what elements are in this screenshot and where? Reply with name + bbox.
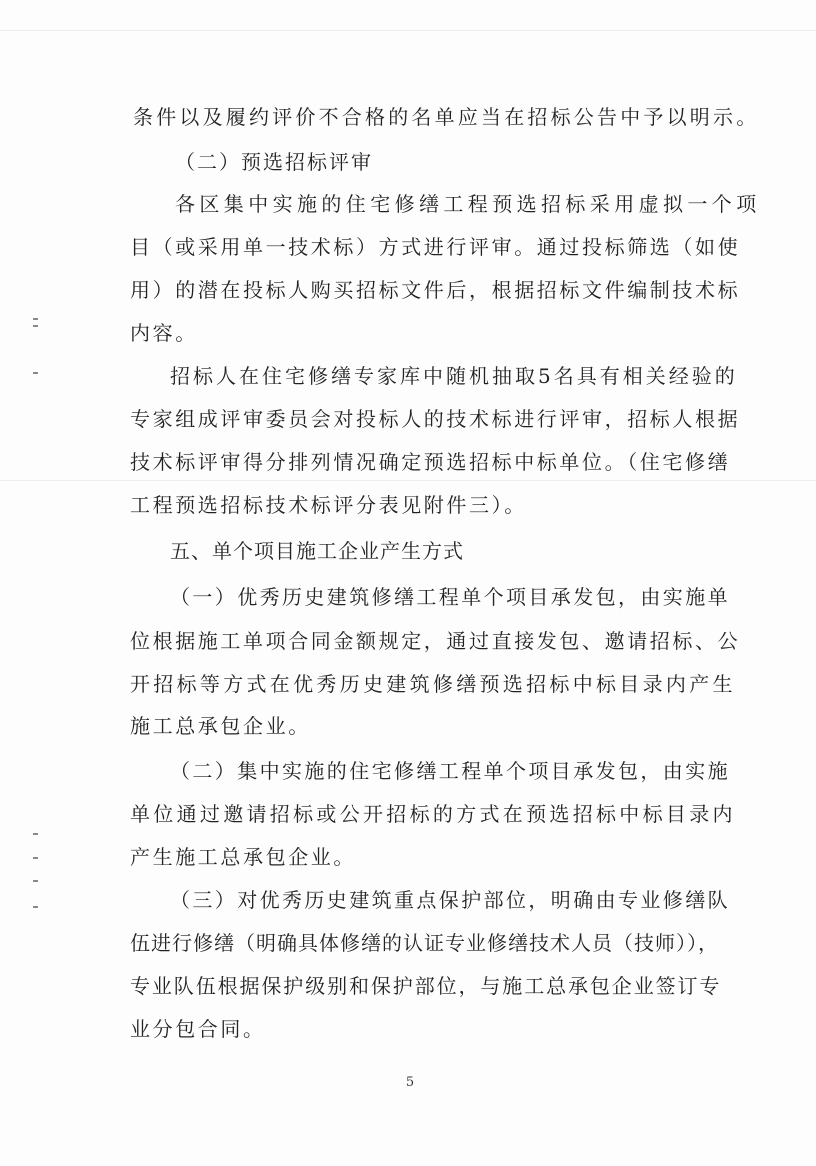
scan-artifact bbox=[0, 30, 816, 31]
body-line: 用）的潜在投标人购买招标文件后，根据招标文件编制技术标 bbox=[130, 278, 741, 302]
body-line: 产生施工总承包企业。 bbox=[130, 845, 356, 869]
scan-mark bbox=[33, 318, 38, 320]
page-number: 5 bbox=[405, 1075, 415, 1090]
body-line: 招标人在住宅修缮专家库中随机抽取5名具有相关经验的 bbox=[170, 364, 738, 388]
scan-mark bbox=[33, 906, 38, 908]
section-heading: 五、单个项目施工企业产生方式 bbox=[170, 539, 464, 563]
body-line: 伍进行修缮（明确具体修缮的认证专业修缮技术人员（技师））， bbox=[130, 931, 719, 955]
body-line: 施工总承包企业。 bbox=[130, 714, 311, 738]
scan-mark bbox=[33, 372, 38, 374]
scan-artifact bbox=[0, 480, 816, 481]
scan-mark bbox=[33, 857, 38, 859]
body-line: 业分包合同。 bbox=[130, 1017, 266, 1041]
body-line: 专业队伍根据保护级别和保护部位，与施工总承包企业签订专 bbox=[130, 974, 722, 998]
body-line: 条件以及履约评价不合格的名单应当在招标公告中予以明示。 bbox=[133, 105, 760, 129]
body-line: （二）集中实施的住宅修缮工程单个项目承发包，由实施 bbox=[170, 759, 730, 783]
scan-mark bbox=[33, 833, 38, 835]
body-line: 技术标评审得分排列情况确定预选招标中标单位。（住宅修缮 bbox=[130, 450, 731, 474]
body-line: （三）对优秀历史建筑重点保护部位，明确由专业修缮队 bbox=[170, 888, 730, 912]
body-line: 单位通过邀请招标或公开招标的方式在预选招标中标目录内 bbox=[130, 802, 736, 826]
body-line: 目（或采用单一技术标）方式进行评审。通过投标筛选（如使 bbox=[130, 235, 741, 259]
body-line: 各区集中实施的住宅修缮工程预选招标采用虚拟一个项 bbox=[175, 192, 761, 216]
body-line: 开招标等方式在优秀历史建筑修缮预选招标中标目录内产生 bbox=[130, 672, 736, 696]
body-line: （一）优秀历史建筑修缮工程单个项目承发包，由实施单 bbox=[170, 585, 730, 609]
scan-mark bbox=[33, 880, 38, 882]
body-line: 工程预选招标技术标评分表见附件三）。 bbox=[130, 493, 527, 517]
scan-mark bbox=[33, 325, 38, 327]
body-line: 内容。 bbox=[130, 321, 198, 345]
section-heading: （二）预选招标评审 bbox=[175, 150, 373, 174]
body-line: 位根据施工单项合同金额规定，通过直接发包、邀请招标、公 bbox=[130, 629, 741, 653]
body-line: 专家组成评审委员会对投标人的技术标进行评审，招标人根据 bbox=[130, 407, 741, 431]
